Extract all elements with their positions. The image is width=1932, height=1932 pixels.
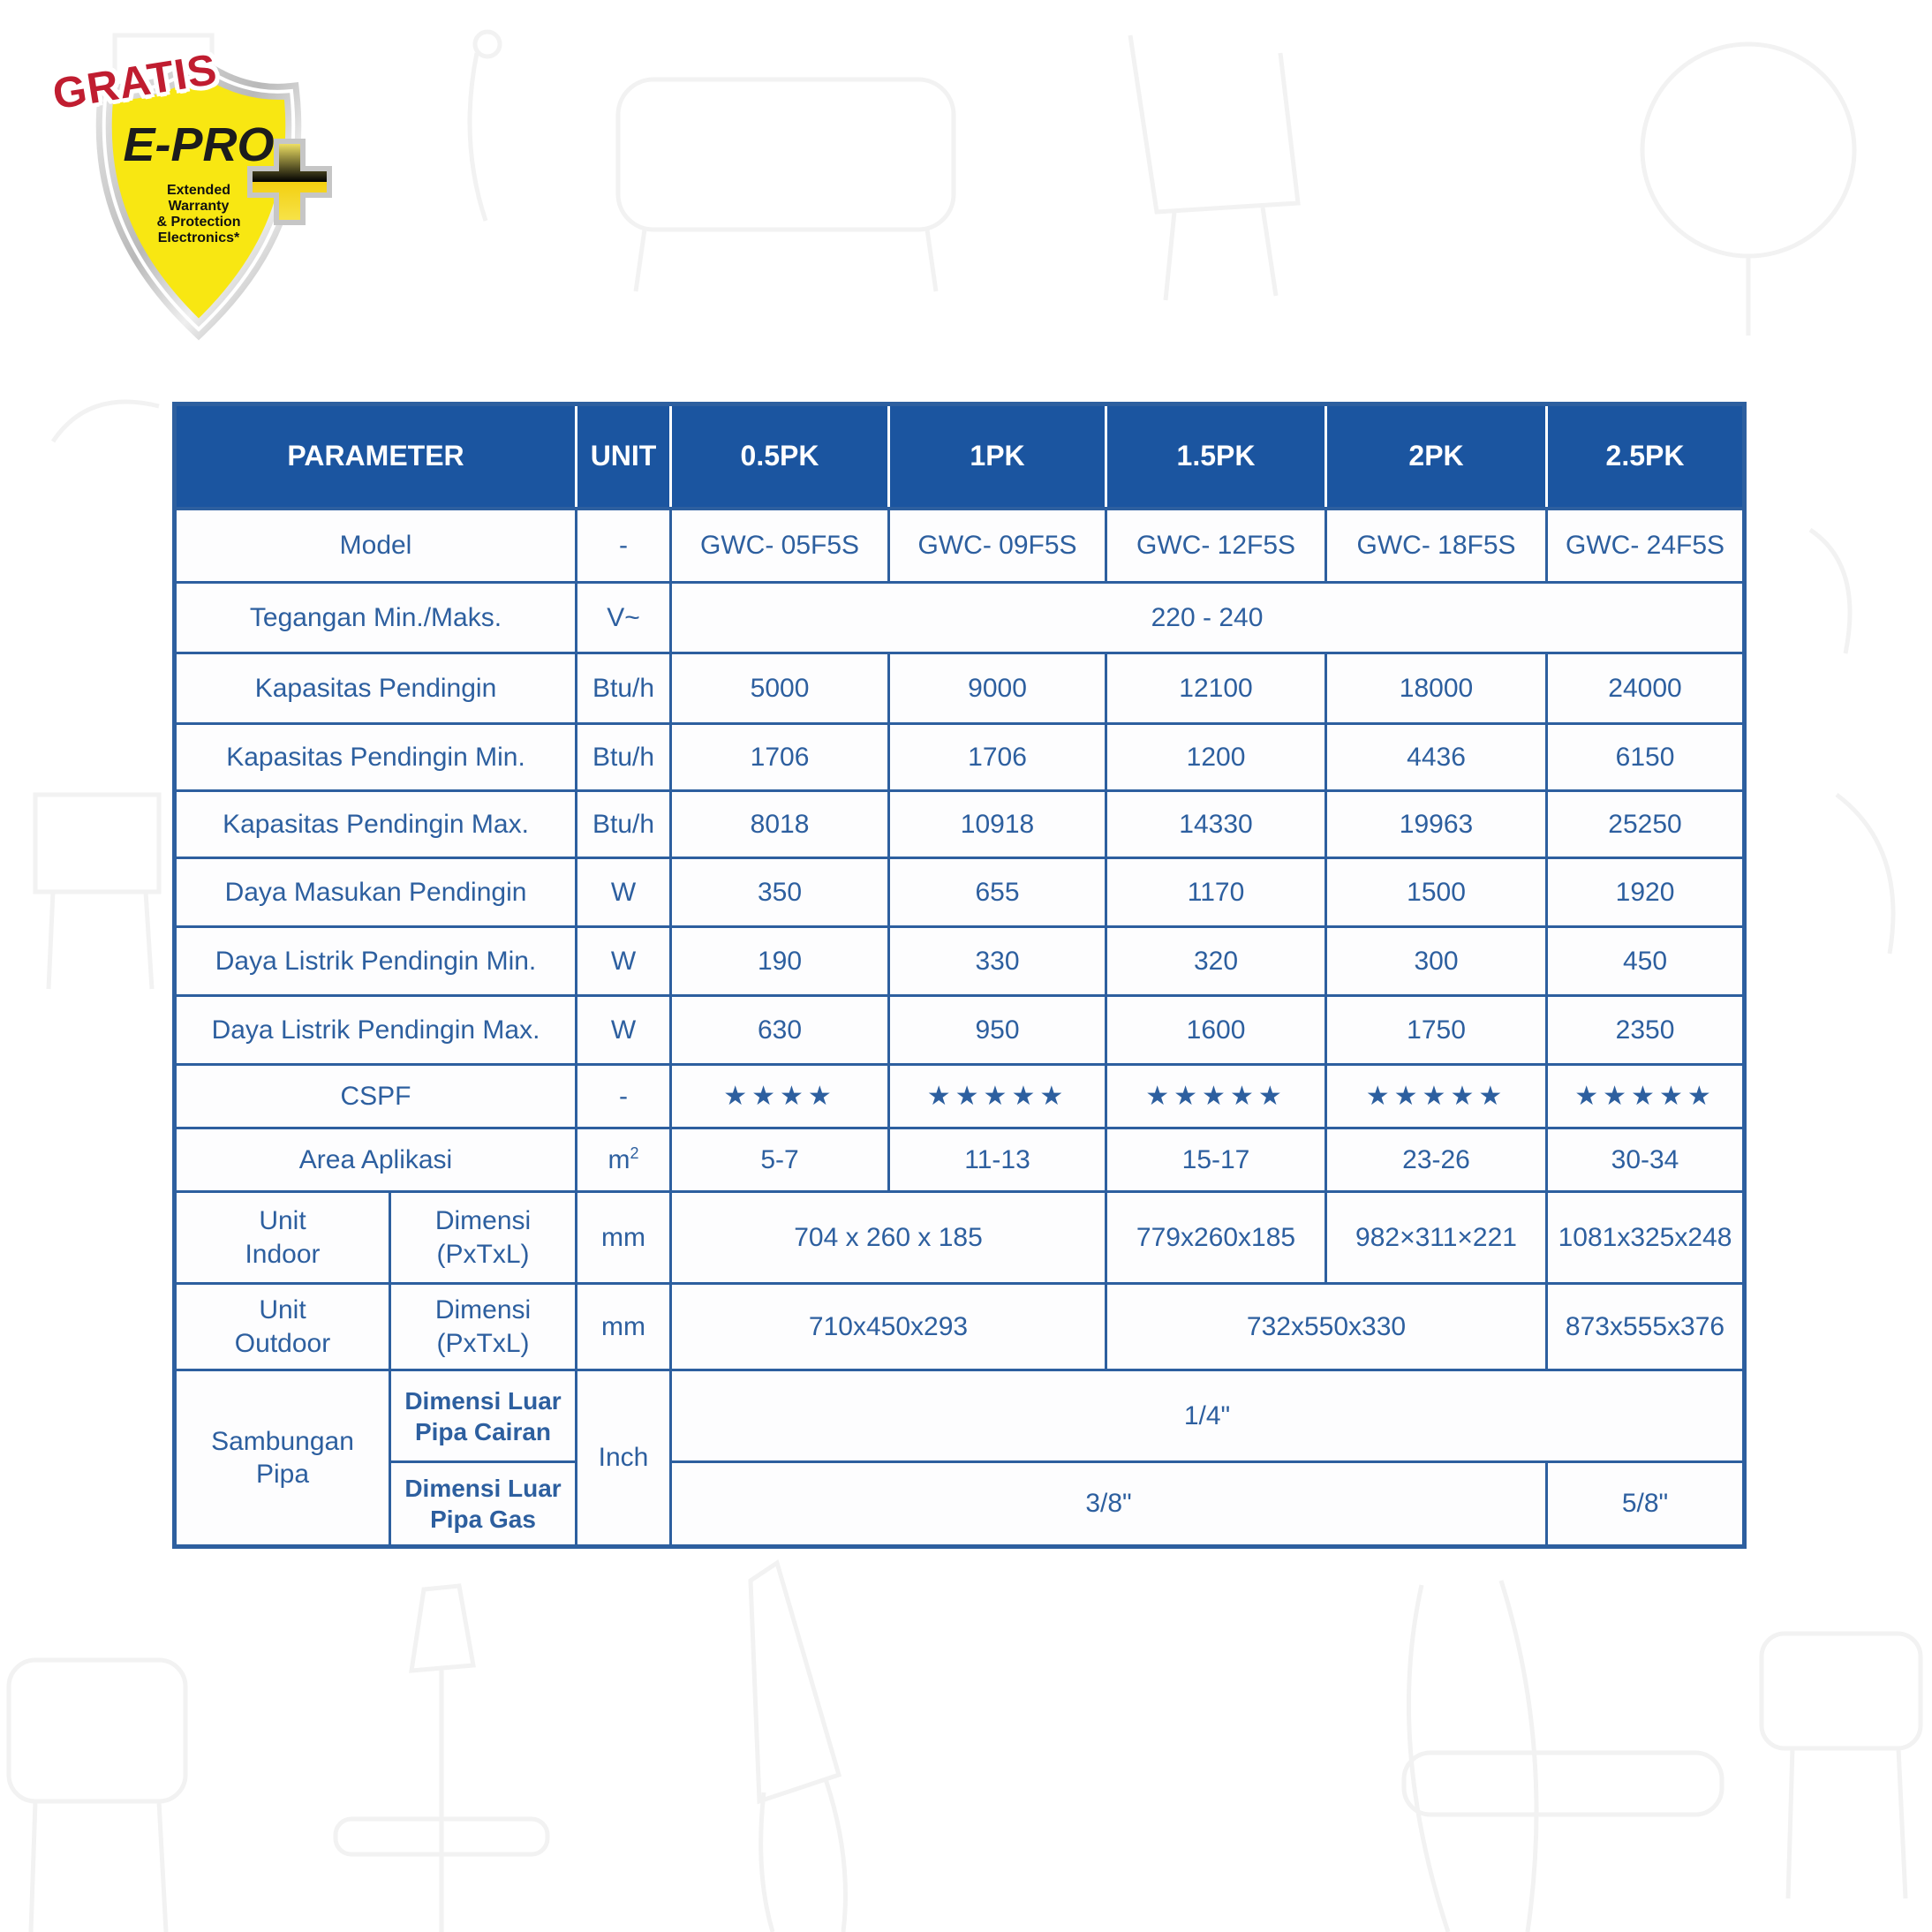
row-unit: Btu/h [577, 791, 671, 858]
star-rating-15pk: ★★★★★ [1106, 1065, 1326, 1128]
cell-kapmin-2pk: 4436 [1326, 724, 1547, 791]
column-header-05pk: 0.5PK [671, 404, 889, 509]
cell-lmax-05pk: 630 [671, 996, 889, 1065]
row-unit: - [577, 1065, 671, 1128]
cell-model-25pk: GWC- 24F5S [1547, 509, 1745, 583]
table-row-unit-indoor [175, 1192, 1745, 1284]
star-rating-05pk: ★★★★ [671, 1065, 889, 1128]
row-label-unit-indoor: Unit Indoor [175, 1192, 390, 1284]
table-row-model [175, 509, 1745, 583]
cell-kapasitas-1pk: 9000 [889, 653, 1106, 724]
cell-model-05pk: GWC- 05F5S [671, 509, 889, 583]
row-label: Daya Listrik Pendingin Max. [175, 996, 577, 1065]
cell-outdoor-05-1pk: 710x450x293 [671, 1284, 1106, 1370]
cell-lmax-1pk: 950 [889, 996, 1106, 1065]
cell-lmin-15pk: 320 [1106, 927, 1326, 996]
row-label: Daya Listrik Pendingin Min. [175, 927, 577, 996]
row-label: Model [175, 509, 577, 583]
cell-area-25pk: 30-34 [1547, 1128, 1745, 1192]
table-row-pipa-gas [175, 1462, 1745, 1547]
row-sublabel-dimensi: Dimensi (PxTxL) [390, 1284, 577, 1370]
row-label: Daya Masukan Pendingin [175, 858, 577, 927]
table-row-daya-listrik-max [175, 996, 1745, 1065]
cell-model-2pk: GWC- 18F5S [1326, 509, 1547, 583]
cell-model-15pk: GWC- 12F5S [1106, 509, 1326, 583]
cell-kapmin-25pk: 6150 [1547, 724, 1745, 791]
row-unit: V~ [577, 583, 671, 653]
cell-kapasitas-25pk: 24000 [1547, 653, 1745, 724]
table-row-unit-outdoor [175, 1284, 1745, 1370]
cell-indoor-05-1pk: 704 x 260 x 185 [671, 1192, 1106, 1284]
column-header-15pk: 1.5PK [1106, 404, 1326, 509]
row-unit: mm [577, 1192, 671, 1284]
cell-lmin-05pk: 190 [671, 927, 889, 996]
epro-badge [26, 22, 362, 349]
cell-kapasitas-2pk: 18000 [1326, 653, 1547, 724]
cell-lmin-2pk: 300 [1326, 927, 1547, 996]
row-unit: Btu/h [577, 653, 671, 724]
cell-masukan-15pk: 1170 [1106, 858, 1326, 927]
row-sublabel-pipa-gas: Dimensi Luar Pipa Gas [390, 1462, 577, 1547]
cell-indoor-15pk: 779x260x185 [1106, 1192, 1326, 1284]
cell-kapmin-15pk: 1200 [1106, 724, 1326, 791]
cell-lmin-25pk: 450 [1547, 927, 1745, 996]
cell-lmax-25pk: 2350 [1547, 996, 1745, 1065]
badge-subtitle: Extended Warranty & Protection Electronics* [156, 183, 241, 245]
cell-lmax-15pk: 1600 [1106, 996, 1326, 1065]
cell-kapmax-2pk: 19963 [1326, 791, 1547, 858]
row-label: CSPF [175, 1065, 577, 1128]
cell-outdoor-25pk: 873x555x376 [1547, 1284, 1745, 1370]
row-unit: Btu/h [577, 724, 671, 791]
cell-area-05pk: 5-7 [671, 1128, 889, 1192]
cell-kapmin-05pk: 1706 [671, 724, 889, 791]
row-label-unit-outdoor: Unit Outdoor [175, 1284, 390, 1370]
table-row-daya-masukan [175, 858, 1745, 927]
row-unit: Inch [577, 1370, 671, 1547]
cell-outdoor-15-2pk: 732x550x330 [1106, 1284, 1547, 1370]
cell-lmax-2pk: 1750 [1326, 996, 1547, 1065]
cell-kapmin-1pk: 1706 [889, 724, 1106, 791]
cell-tegangan-all: 220 - 240 [671, 583, 1745, 653]
row-label: Kapasitas Pendingin Max. [175, 791, 577, 858]
table-row-kapasitas-max [175, 791, 1745, 858]
cell-lmin-1pk: 330 [889, 927, 1106, 996]
cell-kapmax-15pk: 14330 [1106, 791, 1326, 858]
table-row-cspf [175, 1065, 1745, 1128]
row-label: Kapasitas Pendingin Min. [175, 724, 577, 791]
cell-kapasitas-15pk: 12100 [1106, 653, 1326, 724]
cell-kapmax-25pk: 25250 [1547, 791, 1745, 858]
row-unit: W [577, 996, 671, 1065]
epro-logo: E-PRO [123, 118, 275, 171]
cell-kapmax-1pk: 10918 [889, 791, 1106, 858]
cell-masukan-1pk: 655 [889, 858, 1106, 927]
star-rating-2pk: ★★★★★ [1326, 1065, 1547, 1128]
cell-pipa-cairan-all: 1/4" [671, 1370, 1745, 1462]
column-header-2pk: 2PK [1326, 404, 1547, 509]
row-unit: - [577, 509, 671, 583]
table-row-area [175, 1128, 1745, 1192]
cell-area-15pk: 15-17 [1106, 1128, 1326, 1192]
row-label: Tegangan Min./Maks. [175, 583, 577, 653]
column-header-25pk: 2.5PK [1547, 404, 1745, 509]
row-label: Area Aplikasi [175, 1128, 577, 1192]
star-rating-25pk: ★★★★★ [1547, 1065, 1745, 1128]
row-unit: W [577, 927, 671, 996]
row-sublabel-dimensi: Dimensi (PxTxL) [390, 1192, 577, 1284]
cell-pipa-gas-25pk: 5/8" [1547, 1462, 1745, 1547]
table-row-daya-listrik-min [175, 927, 1745, 996]
spec-table [172, 402, 1747, 1549]
row-label-sambungan-pipa: Sambungan Pipa [175, 1370, 390, 1547]
table-row-tegangan [175, 583, 1745, 653]
star-rating-1pk: ★★★★★ [889, 1065, 1106, 1128]
row-unit: $m^2$ [577, 1128, 671, 1192]
column-header-unit: UNIT [577, 404, 671, 509]
cell-area-2pk: 23-26 [1326, 1128, 1547, 1192]
cell-masukan-05pk: 350 [671, 858, 889, 927]
row-unit: mm [577, 1284, 671, 1370]
table-row-pipa-cairan [175, 1370, 1745, 1462]
row-label: Kapasitas Pendingin [175, 653, 577, 724]
column-header-1pk: 1PK [889, 404, 1106, 509]
cell-indoor-2pk: 982×311×221 [1326, 1192, 1547, 1284]
gratis-label: GRATIS [49, 45, 221, 119]
cell-kapasitas-05pk: 5000 [671, 653, 889, 724]
cell-masukan-25pk: 1920 [1547, 858, 1745, 927]
cell-area-1pk: 11-13 [889, 1128, 1106, 1192]
cell-pipa-gas-main: 3/8" [671, 1462, 1547, 1547]
cell-indoor-25pk: 1081x325x248 [1547, 1192, 1745, 1284]
row-sublabel-pipa-cairan: Dimensi Luar Pipa Cairan [390, 1370, 577, 1462]
row-unit: W [577, 858, 671, 927]
cell-model-1pk: GWC- 09F5S [889, 509, 1106, 583]
cell-kapmax-05pk: 8018 [671, 791, 889, 858]
table-row-kapasitas-min [175, 724, 1745, 791]
column-header-parameter: PARAMETER [175, 404, 577, 509]
cell-masukan-2pk: 1500 [1326, 858, 1547, 927]
header-row [175, 404, 1745, 509]
table-row-kapasitas [175, 653, 1745, 724]
